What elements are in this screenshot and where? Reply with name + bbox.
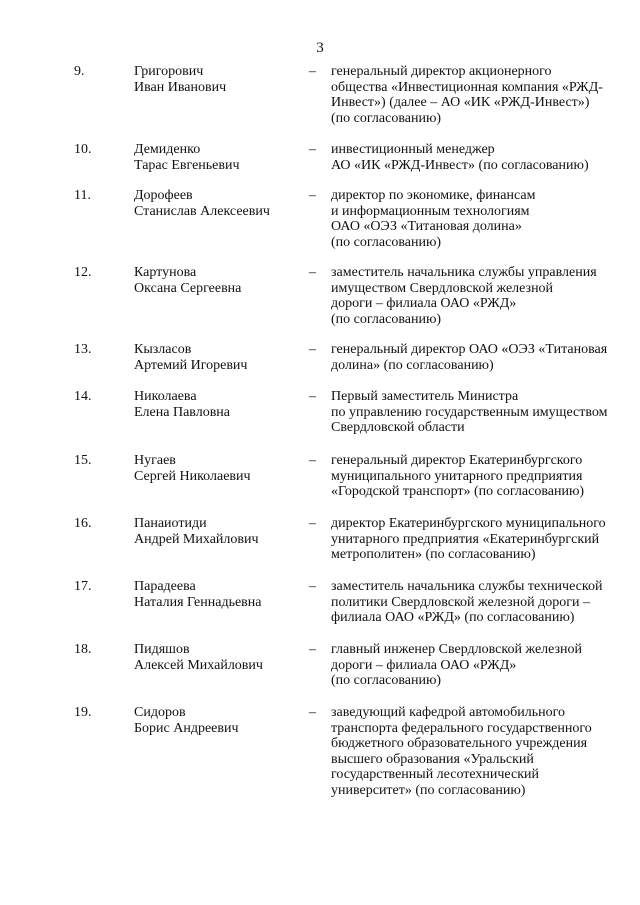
position-description: генеральный директор акционерного общества «Инвестиционная компания «РЖД- Инвест») (далее – АО «ИК «РЖД-Инвест») (по согласованию): [331, 64, 603, 126]
person-name: Сидоров Борис Андреевич: [134, 705, 239, 736]
person-name: Пидяшов Алексей Михайлович: [134, 642, 263, 673]
position-description: заместитель начальника службы технической политики Свердловской железной дороги – филиала ОАО «РЖД» (по согласованию): [331, 579, 603, 626]
dash-separator: –: [309, 389, 316, 404]
item-number: 19.: [74, 705, 92, 720]
person-name: Парадеева Наталия Геннадьевна: [134, 579, 262, 610]
person-name: Григорович Иван Иванович: [134, 64, 227, 95]
dash-separator: –: [309, 342, 316, 357]
item-number: 11.: [74, 188, 91, 203]
page-number: 3: [316, 40, 324, 56]
person-name: Панаиотиди Андрей Михайлович: [134, 516, 259, 547]
item-number: 16.: [74, 516, 92, 531]
position-description: инвестиционный менеджер АО «ИК «РЖД-Инвест» (по согласованию): [331, 142, 589, 173]
dash-separator: –: [309, 142, 316, 157]
dash-separator: –: [309, 516, 316, 531]
person-name: Картунова Оксана Сергеевна: [134, 265, 242, 296]
person-name: Николаева Елена Павловна: [134, 389, 231, 420]
position-description: генеральный директор ОАО «ОЭЗ «Титановая долина» (по согласованию): [331, 342, 608, 373]
position-description: главный инженер Свердловской железной дороги – филиала ОАО «РЖД» (по согласованию): [331, 642, 583, 689]
person-name: Дорофеев Станислав Алексеевич: [134, 188, 270, 219]
item-number: 12.: [74, 265, 92, 280]
item-number: 18.: [74, 642, 92, 657]
position-description: заместитель начальника службы управления имуществом Свердловской железной дороги – филиала ОАО «РЖД» (по согласованию): [331, 265, 597, 327]
position-description: генеральный директор Екатеринбургского муниципального унитарного предприятия «Городской транспорт» (по согласованию): [331, 453, 585, 500]
item-number: 13.: [74, 342, 92, 357]
position-description: директор по экономике, финансам и информационным технологиям ОАО «ОЭЗ «Титановая долина» (по согласованию): [331, 188, 536, 250]
person-name: Демиденко Тарас Евгеньевич: [134, 142, 240, 173]
dash-separator: –: [309, 705, 316, 720]
position-description: заведующий кафедрой автомобильного транспорта федерального государственного бюджетного образовательного учреждения высшего образования «Уральский государственный лесотехнический университет» (по согласованию): [331, 705, 592, 798]
item-number: 17.: [74, 579, 92, 594]
dash-separator: –: [309, 64, 316, 79]
dash-separator: –: [309, 265, 316, 280]
dash-separator: –: [309, 642, 316, 657]
person-name: Кызласов Артемий Игоревич: [134, 342, 248, 373]
dash-separator: –: [309, 188, 316, 203]
item-number: 9.: [74, 64, 85, 79]
item-number: 15.: [74, 453, 92, 468]
dash-separator: –: [309, 453, 316, 468]
item-number: 14.: [74, 389, 92, 404]
position-description: директор Екатеринбургского муниципального унитарного предприятия «Екатеринбургский метрополитен» (по согласованию): [331, 516, 606, 563]
person-name: Нугаев Сергей Николаевич: [134, 453, 251, 484]
position-description: Первый заместитель Министра по управлению государственным имуществом Свердловской области: [331, 389, 608, 436]
dash-separator: –: [309, 579, 316, 594]
item-number: 10.: [74, 142, 92, 157]
